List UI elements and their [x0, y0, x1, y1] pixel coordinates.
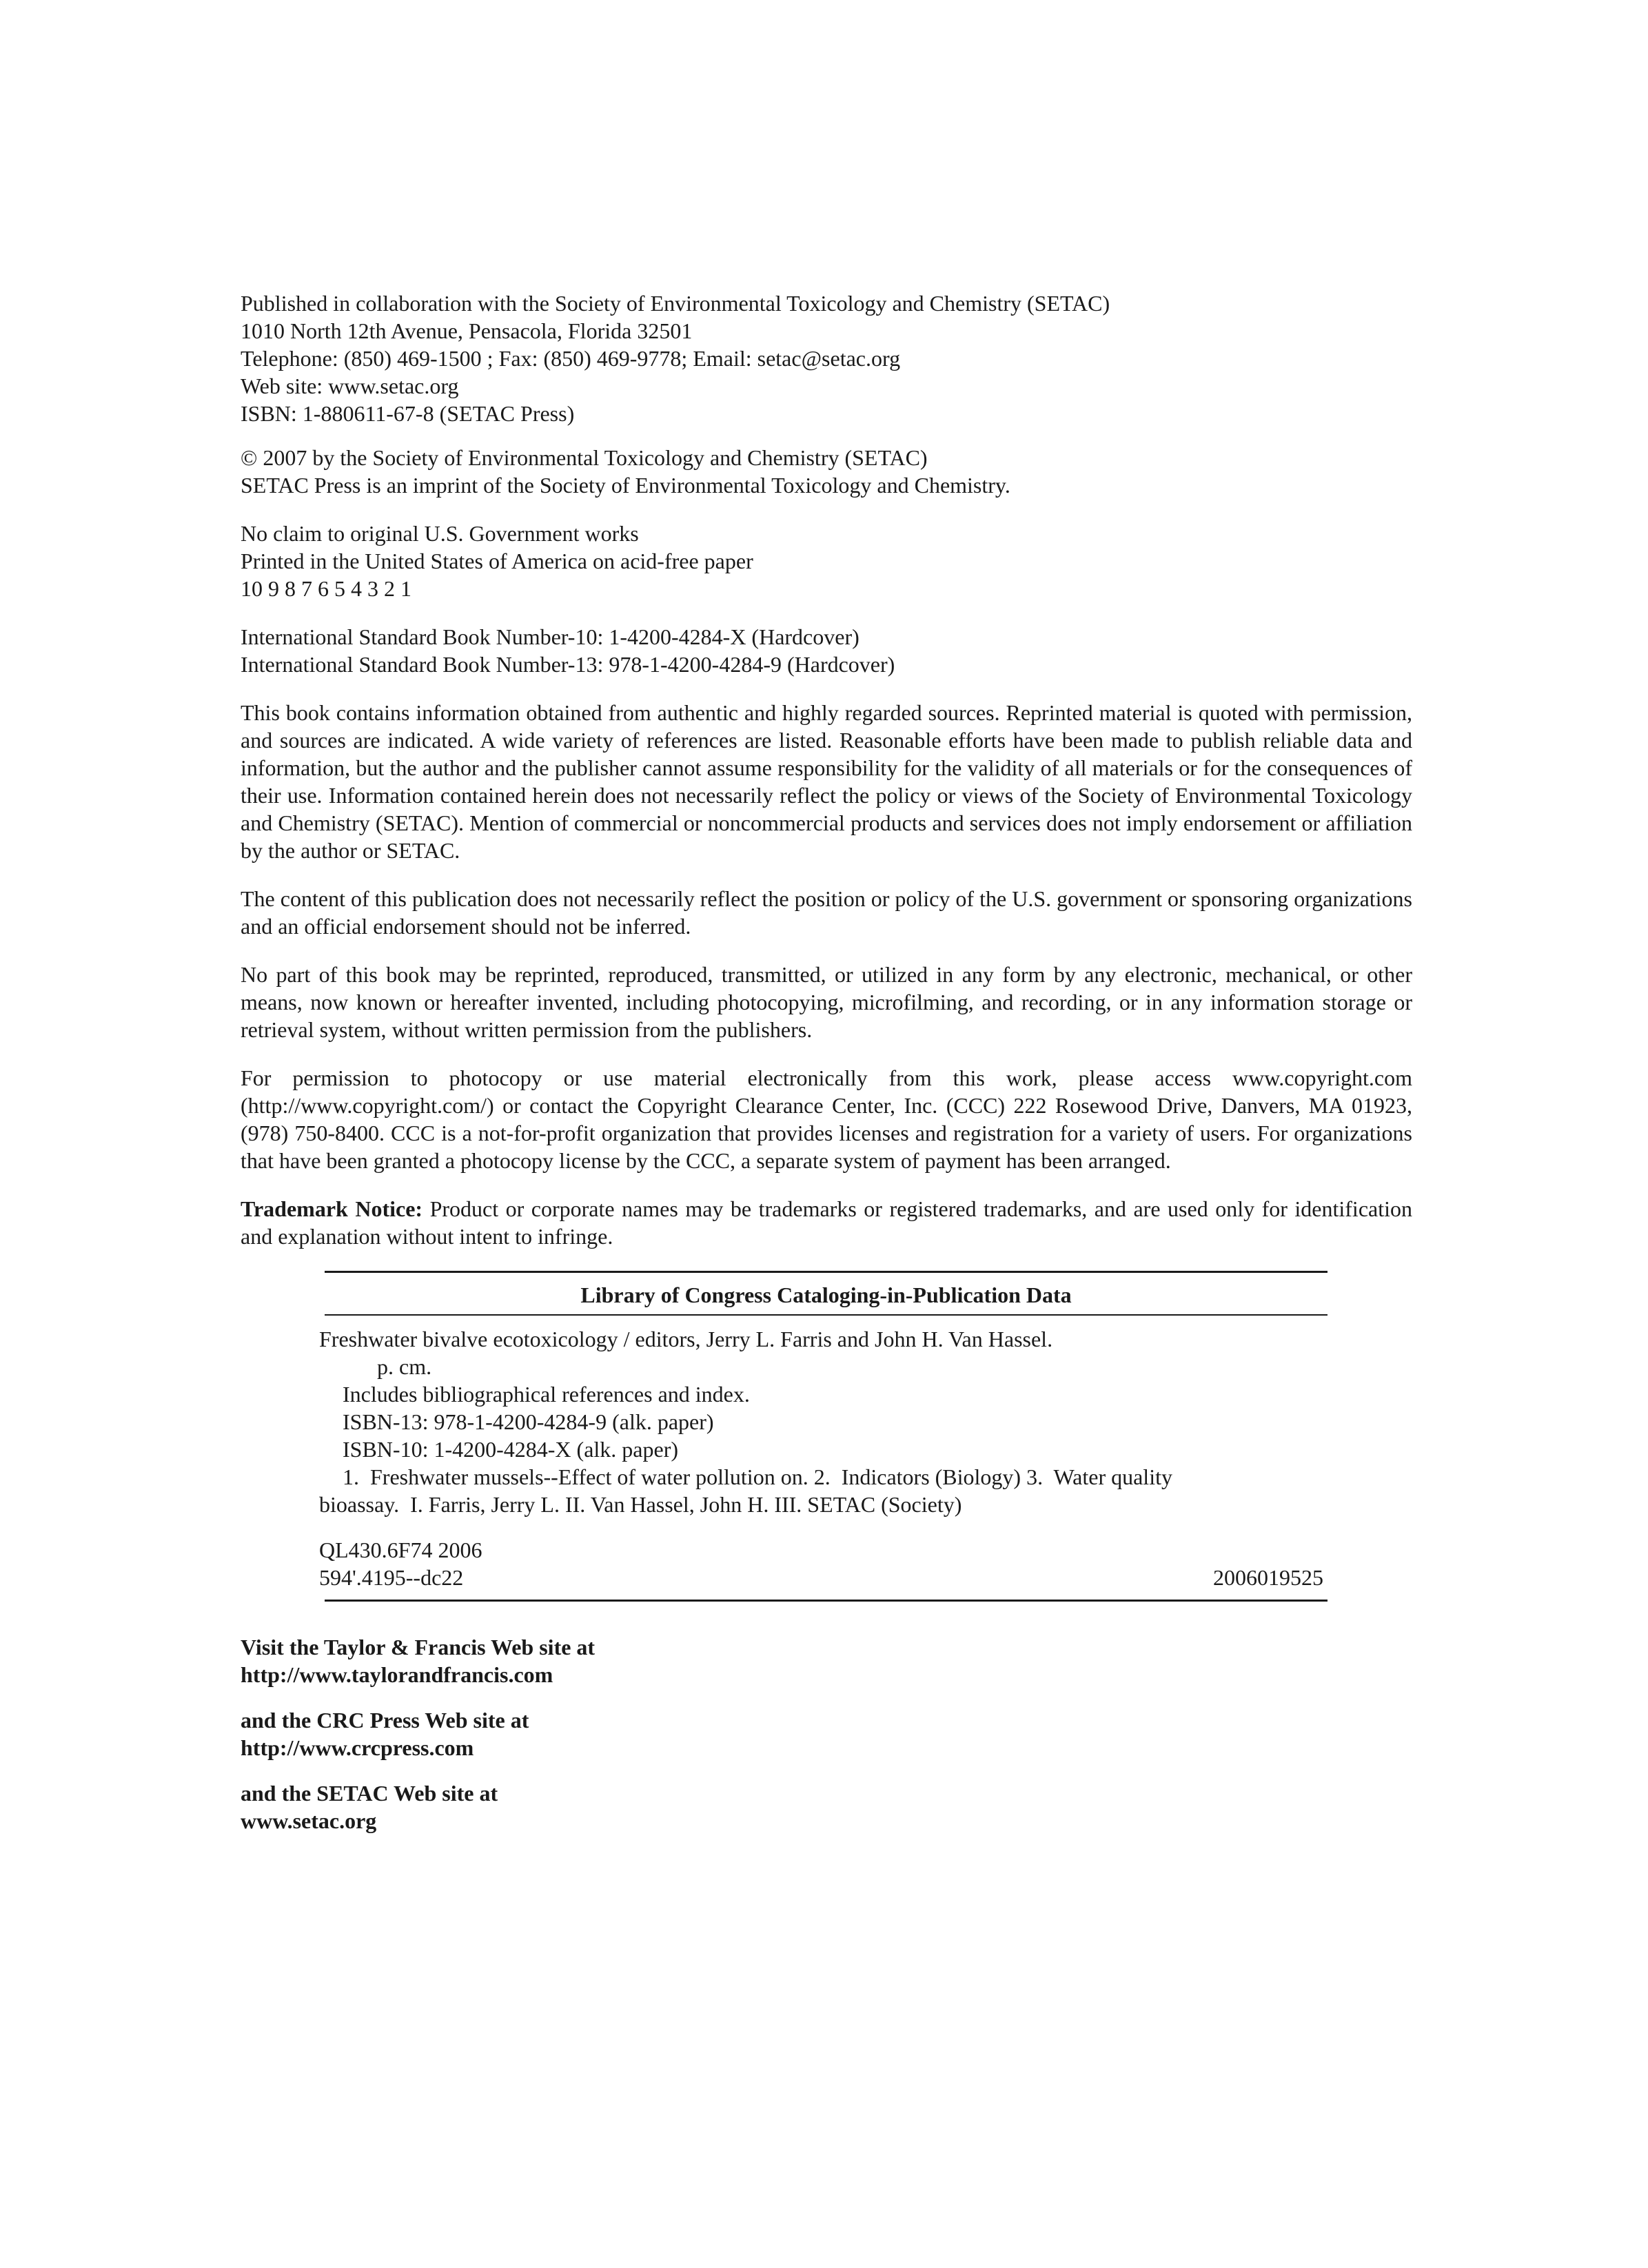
visit-setac-label: and the SETAC Web site at — [241, 1781, 498, 1806]
visit-taylor-francis-label: Visit the Taylor & Francis Web site at — [241, 1635, 596, 1659]
publisher-website: Web site: www.setac.org — [241, 374, 459, 398]
publisher-line: Published in collaboration with the Society of Environmental Toxicology and Chemistry (SETAC) — [241, 291, 1110, 316]
publisher-address: 1010 North 12th Avenue, Pensacola, Florida 32501 — [241, 318, 693, 343]
claim-block — [241, 520, 1412, 602]
cip-title-line: Freshwater bivalve ecotoxicology / editors, Jerry L. Farris and John H. Van Hassel. — [319, 1327, 1053, 1351]
isbn-13-line: International Standard Book Number-13: 978-1-4200-4284-9 (Hardcover) — [241, 652, 895, 677]
dewey-number: 594'.4195--dc22 — [319, 1565, 464, 1590]
cip-data-box — [319, 1271, 1327, 1602]
cip-isbn-13: ISBN-13: 978-1-4200-4284-9 (alk. paper) — [343, 1409, 714, 1434]
trademark-label: Trademark Notice: — [241, 1196, 423, 1221]
visit-setac — [241, 1779, 1412, 1835]
visit-crc-press-label: and the CRC Press Web site at — [241, 1708, 529, 1733]
imprint-line: SETAC Press is an imprint of the Society of Environmental Toxicology and Chemistry. — [241, 473, 1010, 498]
copyright-block — [241, 444, 1412, 499]
cip-subjects: 1. Freshwater mussels--Effect of water pollution on. 2. Indicators (Biology) 3. Water quality — [343, 1464, 1172, 1489]
copyright-line: © 2007 by the Society of Environmental Toxicology and Chemistry (SETAC) — [241, 445, 928, 470]
cip-pcm: p. cm. — [377, 1354, 432, 1379]
printing-number-line: 10 9 8 7 6 5 4 3 2 1 — [241, 576, 411, 601]
copyright-page — [241, 289, 1412, 1852]
trademark-text: Product or corporate names may be trademarks or registered trademarks, and are used only for identification and explanation without intent to infringe. — [241, 1196, 1413, 1249]
cip-subjects-continued: bioassay. I. Farris, Jerry L. II. Van Hassel, John H. III. SETAC (Society) — [319, 1492, 962, 1517]
cip-heading: Library of Congress Cataloging-in-Publication Data — [325, 1273, 1327, 1316]
printed-line: Printed in the United States of America on acid-free paper — [241, 549, 753, 573]
cip-isbn-10: ISBN-10: 1-4200-4284-X (alk. paper) — [343, 1437, 678, 1462]
permission-paragraph: For permission to photocopy or use material electronically from this work, please access www.copyright.com (http://www.copyright.com/) or contact the Copyright Clearance Center, Inc. (CCC) 222 Rosewood Drive, Danvers, MA 01923, (978) 750-8400. CCC is a not-for-profit organization that provides licenses and registration for a variety of users. For organizations that have been granted a photocopy license by the CCC, a separate system of payment has been arranged. — [241, 1065, 1412, 1173]
content-disclaimer-paragraph: The content of this publication does not necessarily reflect the position or policy of the U.S. government or sponsoring organizations and an official endorsement should not be inferred. — [241, 886, 1412, 939]
visit-taylor-francis — [241, 1633, 1412, 1688]
lccn-number: 2006019525 — [1213, 1565, 1323, 1590]
taylor-francis-url: http://www.taylorandfrancis.com — [241, 1662, 553, 1687]
disclaimer-paragraph: This book contains information obtained from authentic and highly regarded sources. Reprinted material is quoted with permission, and sources are indicated. A wide variety of references are listed. Reasonable efforts have been made to publish reliable data and information, but the author and the publisher cannot assume responsibility for the validity of all materials or for the consequences of their use. Information contained herein does not necessarily reflect the policy or views of the Society of Environmental Toxicology and Chemistry (SETAC). Mention of commercial or noncommercial products and services does not imply endorsement or affiliation by the author or SETAC. — [241, 700, 1412, 863]
lc-class-number: QL430.6F74 2006 — [319, 1537, 482, 1562]
publisher-block — [241, 289, 1412, 427]
setac-url: www.setac.org — [241, 1808, 377, 1833]
cip-note: Includes bibliographical references and index. — [343, 1382, 750, 1407]
crc-press-url: http://www.crcpress.com — [241, 1735, 474, 1760]
isbn-block — [241, 623, 1412, 678]
reproduction-paragraph: No part of this book may be reprinted, reproduced, transmitted, or utilized in any form by any electronic, mechanical, or other means, now known or hereafter invented, including photocopying, microfilming, and recording, or in any information storage or retrieval system, without written permission from the publishers. — [241, 962, 1412, 1042]
cip-classification — [319, 1536, 1323, 1591]
trademark-notice — [241, 1195, 1412, 1250]
visit-websites — [241, 1633, 1412, 1835]
publisher-isbn: ISBN: 1-880611-67-8 (SETAC Press) — [241, 401, 575, 426]
isbn-10-line: International Standard Book Number-10: 1-4200-4284-X (Hardcover) — [241, 624, 859, 649]
cip-body — [319, 1316, 1327, 1600]
visit-crc-press — [241, 1706, 1412, 1761]
publisher-contact: Telephone: (850) 469-1500 ; Fax: (850) 469-9778; Email: setac@setac.org — [241, 346, 901, 371]
claim-line: No claim to original U.S. Government works — [241, 521, 639, 546]
